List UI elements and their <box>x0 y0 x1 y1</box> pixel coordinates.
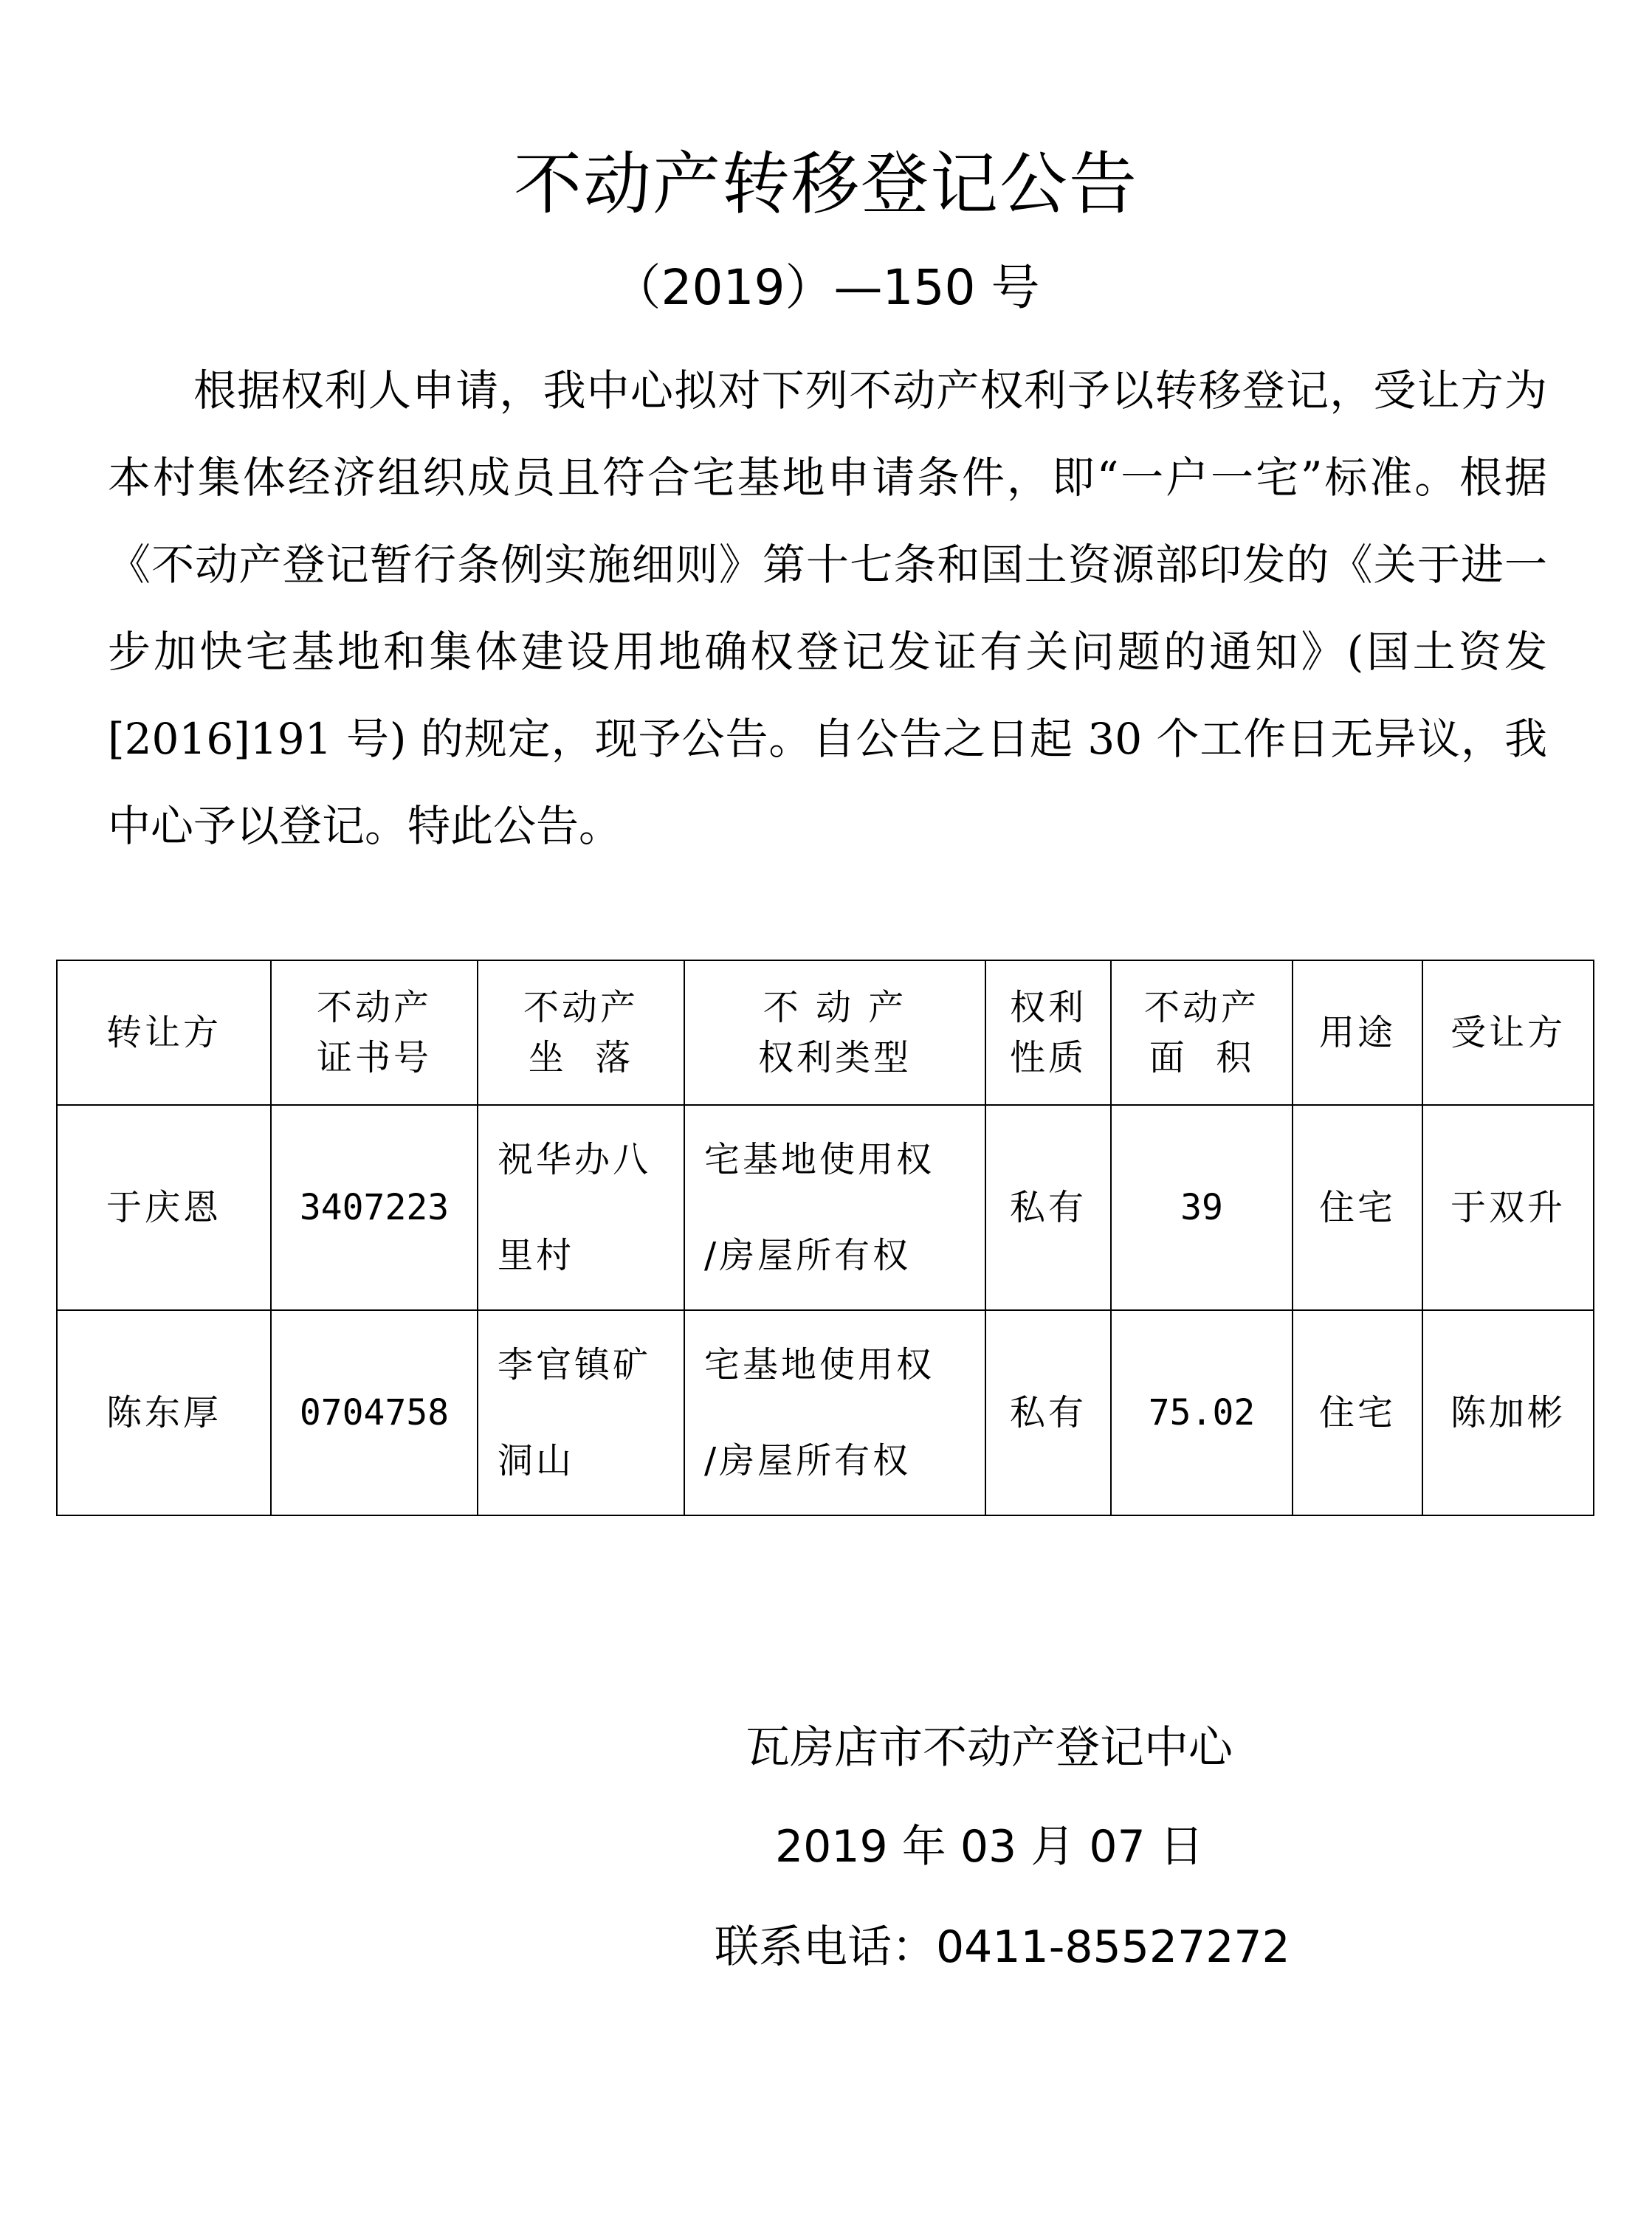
header-line: 权利类型 <box>757 1037 912 1078</box>
cell-right-type <box>684 1310 985 1515</box>
cell-cert-no: 3407223 <box>271 1105 478 1310</box>
cell-area: 75.02 <box>1111 1310 1293 1515</box>
right-type-line: 宅基地使用权 <box>704 1139 935 1180</box>
cell-location <box>478 1105 684 1310</box>
document-number: （2019）—150 号 <box>612 259 1040 316</box>
footer-date: 2019 年 03 月 07 日 <box>775 1821 1204 1873</box>
header-area <box>1111 960 1293 1105</box>
cell-cert-no: 0704758 <box>271 1310 478 1515</box>
cell-area: 39 <box>1111 1105 1293 1310</box>
footer-organization: 瓦房店市不动产登记中心 <box>746 1722 1233 1774</box>
property-transfer-table-wrapper <box>56 960 1593 1516</box>
cell-right-type <box>684 1105 985 1310</box>
cell-transferor: 陈东厚 <box>57 1310 271 1515</box>
cell-use: 住宅 <box>1293 1310 1422 1515</box>
header-line: 坐 落 <box>528 1037 634 1078</box>
table-row <box>57 1105 1594 1310</box>
header-line: 用途 <box>1318 1012 1396 1053</box>
cell-transferee: 于双升 <box>1422 1105 1594 1310</box>
page-title: 不动产转移登记公告 <box>513 145 1138 224</box>
header-right-type <box>684 960 985 1105</box>
right-type-line: 宅基地使用权 <box>704 1344 935 1385</box>
cell-nature: 私有 <box>985 1310 1111 1515</box>
property-transfer-table <box>56 960 1594 1516</box>
header-transferor <box>57 960 271 1105</box>
header-cert-no <box>271 960 478 1105</box>
location-line: 祝华办八 <box>498 1139 652 1180</box>
cell-location <box>478 1310 684 1515</box>
header-line: 不动产 <box>523 987 639 1028</box>
header-line: 权利 <box>1009 987 1087 1028</box>
right-type-line: /房屋所有权 <box>704 1235 912 1276</box>
header-line: 性质 <box>1009 1037 1087 1078</box>
location-line: 李官镇矿 <box>498 1344 652 1385</box>
header-line: 不动产 <box>1143 987 1259 1028</box>
header-location <box>478 960 684 1105</box>
cell-transferor: 于庆恩 <box>57 1105 271 1310</box>
location-line: 洞山 <box>498 1440 575 1481</box>
header-line: 证书号 <box>316 1037 432 1078</box>
cell-transferee: 陈加彬 <box>1422 1310 1594 1515</box>
cell-nature: 私有 <box>985 1105 1111 1310</box>
header-line: 转让方 <box>106 1012 221 1053</box>
header-line: 面 积 <box>1149 1037 1255 1078</box>
right-type-line: /房屋所有权 <box>704 1440 912 1481</box>
header-line: 不动产 <box>316 987 432 1028</box>
location-line: 里村 <box>498 1235 575 1276</box>
header-line: 受让方 <box>1450 1012 1566 1053</box>
footer-phone: 联系电话：0411-85527272 <box>715 1921 1290 1973</box>
header-use <box>1293 960 1422 1105</box>
notice-body-paragraph: 根据权利人申请，我中心拟对下列不动产权利予以转移登记，受让方为本村集体经济组织成员且符合宅基地申请条件，即“一户一宅”标准。根据《不动产登记暂行条例实施细则》第十七条和国土资源部印发的《关于进一步加快宅基地和集体建设用地确权登记发证有关问题的通知》(国土资发[2016]191 号) 的规定，现予公告。自公告之日起 30 个工作日无异议，我中心予以登记。特此公告。 <box>108 365 1547 851</box>
header-line: 不 动 产 <box>763 987 907 1028</box>
header-transferee <box>1422 960 1594 1105</box>
table-header-row <box>57 960 1594 1105</box>
table-row <box>57 1310 1594 1515</box>
header-nature <box>985 960 1111 1105</box>
cell-use: 住宅 <box>1293 1105 1422 1310</box>
